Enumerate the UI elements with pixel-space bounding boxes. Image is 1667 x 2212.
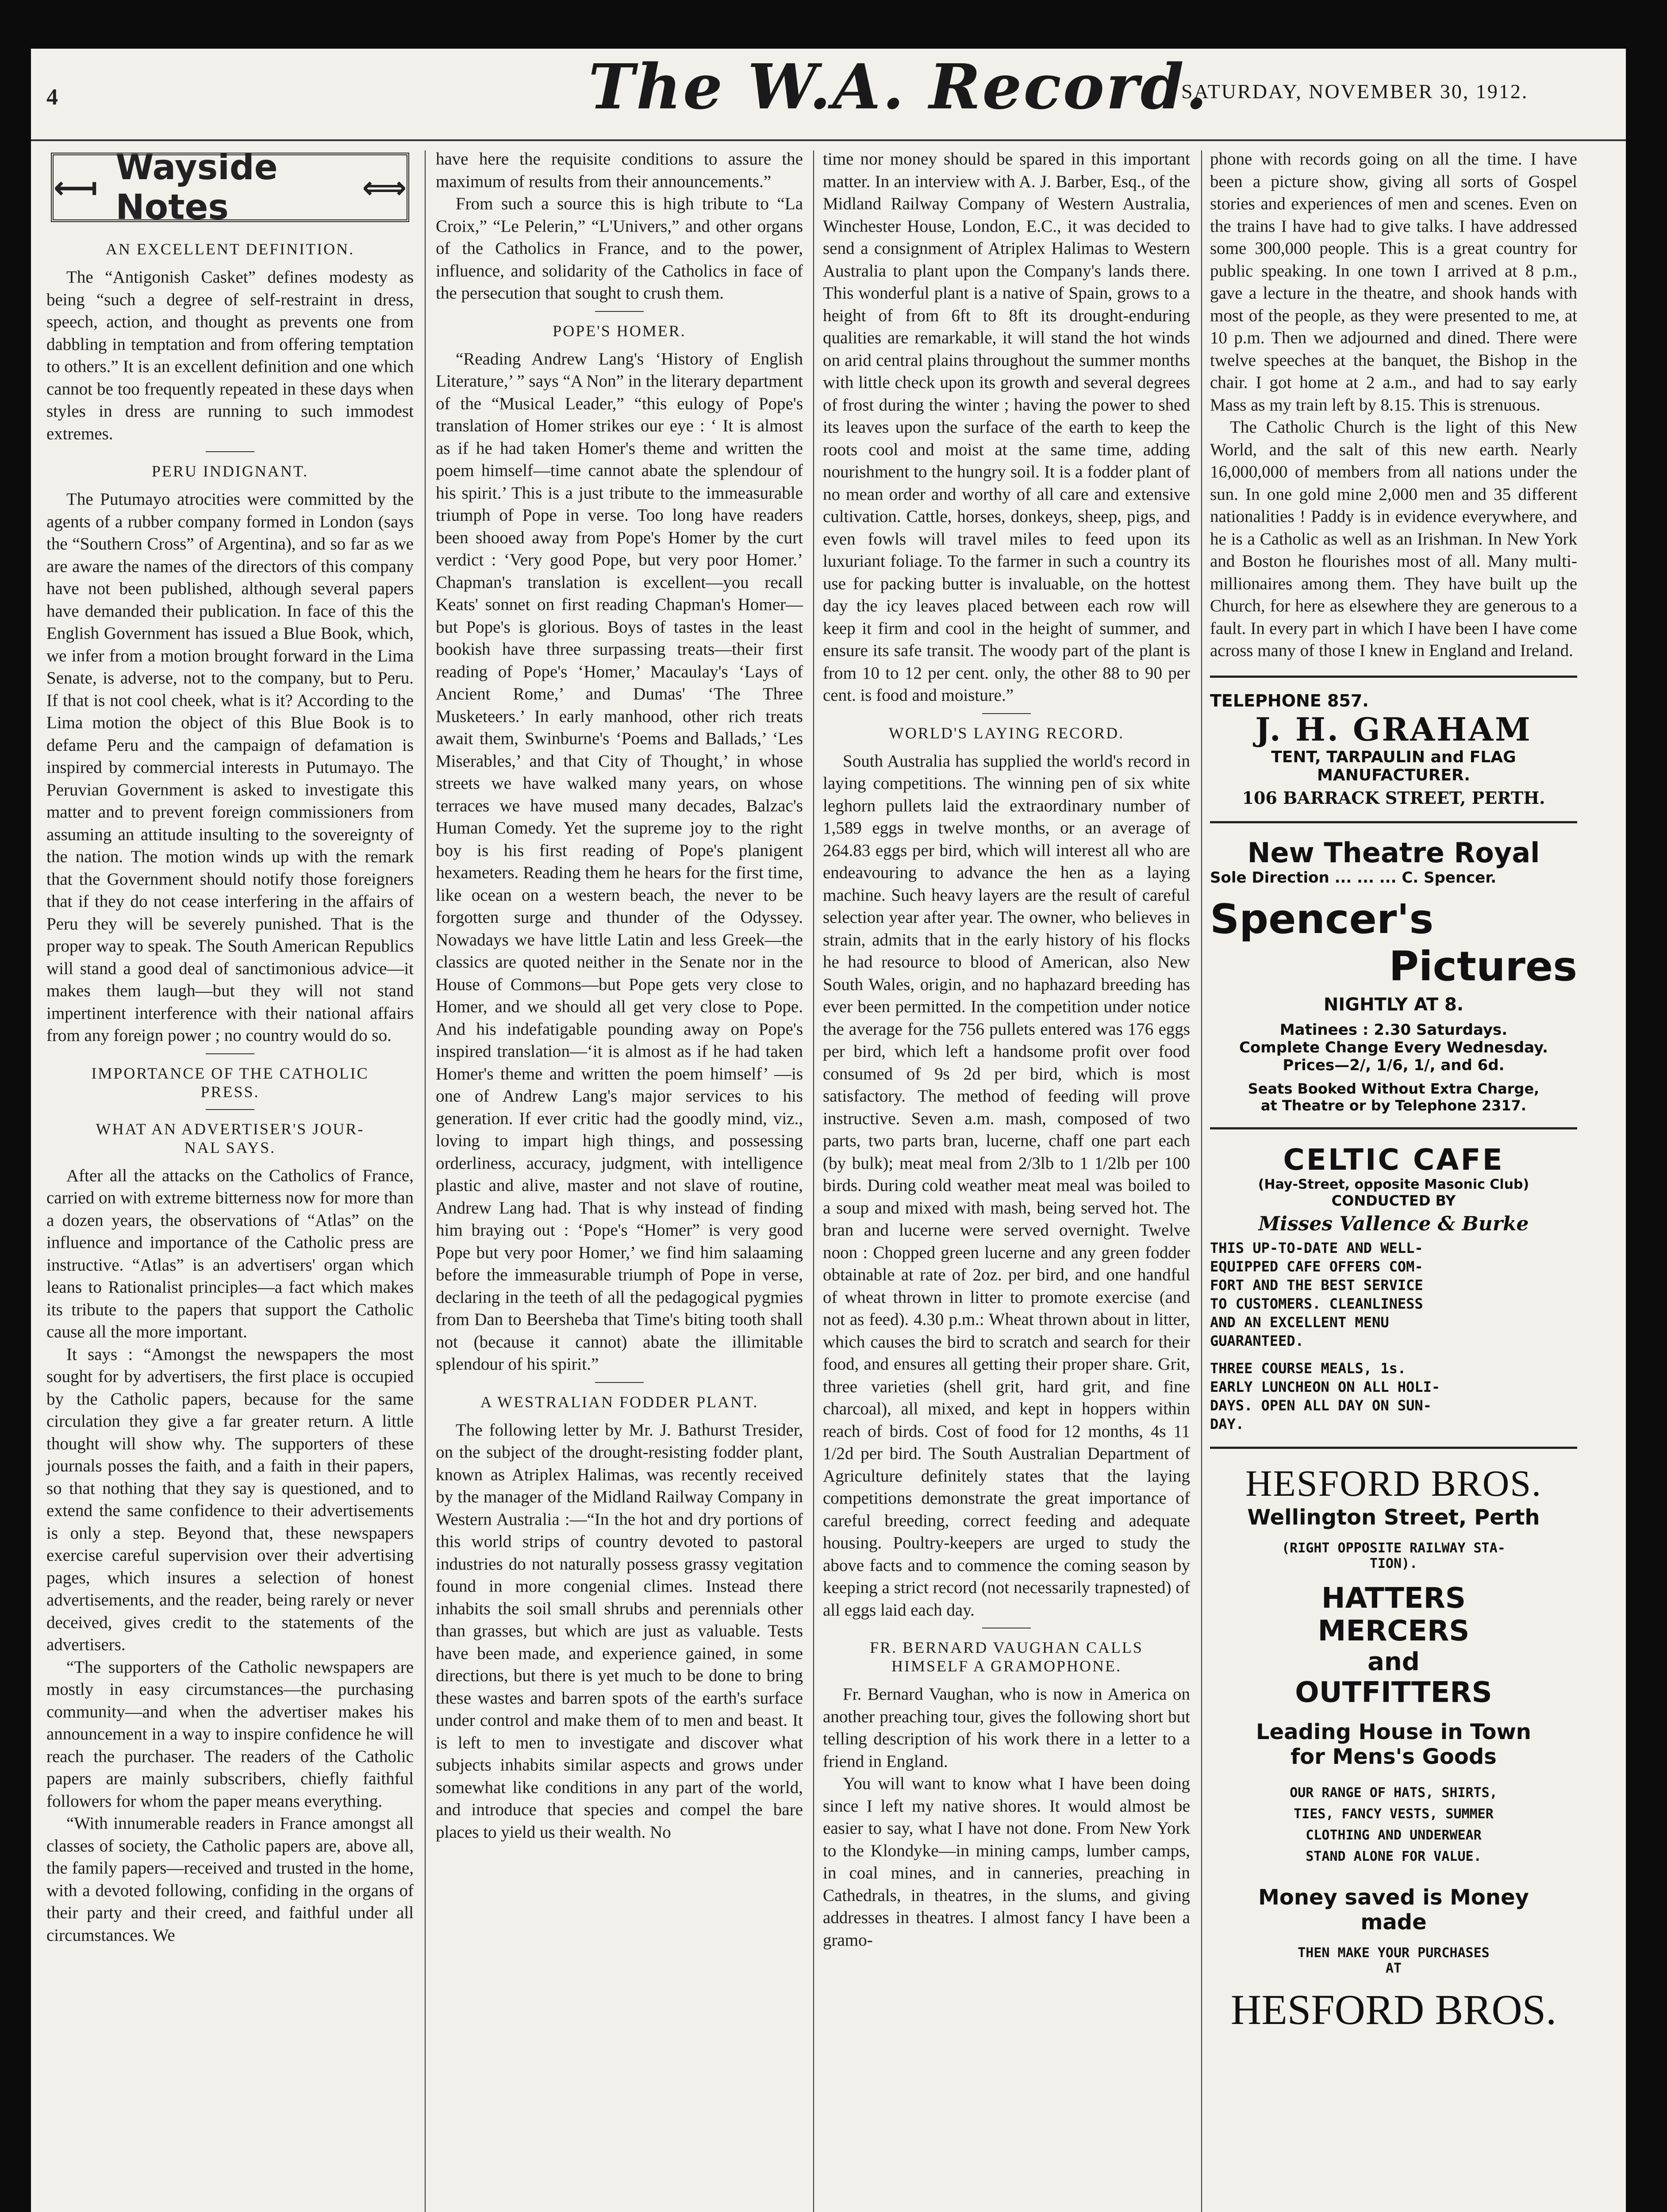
ad-text: Complete Change Every Wednesday. [1239,1038,1548,1056]
ad-text: Prices—2/, 1/6, 1/, and 6d. [1283,1056,1505,1074]
separator [206,1109,254,1110]
ad-text: NIGHTLY AT 8. [1323,994,1464,1015]
newspaper-page [31,49,1626,2212]
article-paragraph: “The supporters of the Catholic newspapers are mostly in easy circumstances—the purchasing community—and when the advertiser makes his announcement in a way to inspire confidence he will reach the purchaser. The readers of the Catholic papers are mainly subscribers, chiefly faithful followers for whom the paper means everything. [46,1657,414,1811]
article-paragraph: time nor money should be spared in this important matter. In an interview with A. J. Barber, Esq., of the Midland Railway Company of Western Australia, Winchester House, London, E.C., it was decided to send a consignment of Atriplex Halimas to Western Australia to plant upon the Company's lands there. This wonderful plant is a native of Spain, grows to a height of from 6ft to 8ft its drought-enduring qualities are remarkable, it will stand the hot winds on arid central plains throughout the summer months with little check upon its growth and several degrees of frost during the winter ; having the power to shed its leaves upon the surface of the earth to keep the roots cool and moist at the same time, adding nourishment to the hungry soil. It is a fodder plant of no mean order and worthy of all care and extensive cultivation. Cattle, horses, donkeys, sheep, pigs, and even fowls will travel miles to feed upon its luxuriant foliage. To the farmer in such a country its use for packing butter is invaluable, on the hottest day the icy leaves placed between each row will keep it firm and cool in the height of summer, and ensure its safe transit. The woody part of the plant is from 10 to 12 per cent. only, the other 88 to 90 per cent. is food and moisture.” [823,150,1190,705]
newspaper-title: The W.A. Record. [588,51,1209,123]
ad-divider [1210,676,1577,678]
graham-advertisement [1210,691,1577,808]
heading-line: NAL SAYS. [184,1138,276,1156]
separator [595,1382,644,1383]
article-paragraph: “With innumerable readers in France amongst all classes of society, the Catholic papers are, above all, the family papers—received and trusted in the home, with a devoted following, confiding in the organs of their party and their creed, and faithful under all circumstances. We [46,1814,414,1945]
separator [595,311,644,312]
ad-text: Matinees : 2.30 Saturdays. [1279,1021,1508,1039]
column-rule [425,150,426,2212]
ad-telephone: TELEPHONE 857. [1210,691,1369,710]
hesford-advertisement [1210,1462,1577,2034]
ad-text: Sole Direction ... ... ... C. Spencer. [1210,868,1497,887]
ad-text: THREE COURSE MEALS, 1s. EARLY LUNCHEON ON ALL HOLI- DAYS. OPEN ALL DAY ON SUN- DAY. [1210,1359,1440,1432]
theatre-advertisement [1210,837,1577,1114]
ad-headline: MERCERS [1317,1614,1470,1647]
masthead [31,49,1626,137]
ad-text: TENT, TARPAULIN and FLAG [1271,748,1516,766]
article-paragraph: The Catholic Church is the light of this New World, and the salt of this new earth. Nearly 16,000,000 of members from all nations under the sun. In one gold mine 2,000 men and 35 different nationalities ! Paddy is in evidence everywhere, and he is a Catholic as well as an Irishman. In New York and Boston he flourishes most of all. Many multi-millionaires among them. They have built up the Church, for here as elsewhere they are generous to a fault. In every part in which I have been I have come across many of those I knew in England and Ireland. [1210,418,1577,660]
column-1 [46,148,414,1947]
article-heading: WORLD'S LAYING RECORD. [888,724,1125,742]
article-paragraph: After all the attacks on the Catholics of France, carried on with extreme bitterness now for more than a dozen years, the observations of “Atlas” on the influence and importance of the Catholic press are instructive. “Atlas” is an advertisers' organ which leans to Rationalist principles—a fact which makes its tribute to the papers that support the Catholic cause all the more important. [46,1166,414,1341]
ad-text: (RIGHT OPPOSITE RAILWAY STA- TION). [1282,1540,1506,1571]
article-heading [46,1064,414,1101]
ad-headline: HATTERS [1321,1582,1466,1615]
masthead-rule [31,139,1626,141]
article-paragraph: Fr. Bernard Vaughan, who is now in America on another preaching tour, gives the following short but telling description of his work there in a letter to a friend in England. [823,1685,1190,1771]
ad-divider [1210,821,1577,823]
ad-address: 106 BARRACK STREET, PERTH. [1242,787,1545,808]
heading-line: IMPORTANCE OF THE CATHOLIC [91,1064,369,1082]
ad-text: (Hay-Street, opposite Masonic Club) [1258,1176,1529,1192]
separator [206,1053,254,1054]
ad-headline: OUTFITTERS [1295,1676,1492,1709]
column-3 [823,148,1190,1951]
ad-text: at Theatre or by Telephone 2317. [1260,1097,1527,1114]
section-title: Wayside Notes [115,147,278,227]
article-paragraph: From such a source this is high tribute to “La Croix,” “Le Pelerin,” “L'Univers,” and other organs of the Catholics in France, and to the power, influence, and solidarity of the Catholics in face of the persecution that sought to crush them. [436,194,803,303]
article-paragraph: phone with records going on all the time. I have been a picture show, giving all sorts of Gospel stories and experiences of men and scenes. Even on the trains I have had to give talks. I have addressed some 300,000 people. This is a great country for public speaking. In one town I arrived at 8 p.m., gave a lecture in the theatre, and shook hands with most of the people, as they were presented to me, at 10 p.m. Then we adjourned and dined. There were twelve speeches at the banquet, the Bishop in the chair. I got home at 2 a.m., and had to say early Mass as my train left by 8.15. This is strenuous. [1210,150,1577,415]
right-ornament-arrow-icon: ⟺ [362,169,407,206]
ad-cafe-name: CELTIC CAFE [1283,1142,1504,1177]
separator [206,451,254,452]
ad-divider [1210,1127,1577,1129]
article-subheading [46,1120,414,1157]
article-heading: POPE'S HOMER. [553,322,686,340]
wayside-notes-banner [51,147,409,227]
ad-street: Wellington Street, Perth [1247,1505,1540,1530]
issue-date: SATURDAY, NOVEMBER 30, 1912. [1181,80,1529,103]
ad-text: THIS UP-TO-DATE AND WELL- EQUIPPED CAFE OFFERS COM- FORT AND THE BEST SERVICE TO CUSTOMERS. CLEANLINESS AND AN EXCELLENT MENU GUARANTEED. [1210,1239,1423,1349]
article-heading: A WESTRALIAN FODDER PLANT. [480,1393,759,1411]
article-paragraph: It says : “Amongst the newspapers the most sought for by advertisers, the first place is occupied by the Catholic papers, because for the same circulation they give a far greater return. A little thought will show why. The supporters of these journals posses the faith, and a faith in their papers, so that nothing that they say is questioned, and to extend the same confidence to their advertisements is only a step. Beyond that, these newspapers exercise careful supervision over their advertising pages, which insures a selection of honest advertisements, and the reader, being rarely or never deceived, gives credit to the statements of the advertisers. [46,1344,414,1654]
ad-text: Seats Booked Without Extra Charge, [1248,1080,1540,1097]
article-heading [823,1638,1190,1675]
ad-headline: Pictures [1389,942,1577,990]
ad-owners: Misses Vallence & Burke [1258,1212,1529,1235]
heading-line: FR. BERNARD VAUGHAN CALLS [870,1639,1143,1656]
article-paragraph: “Reading Andrew Lang's ‘History of English Literature,’ ” says “A Non” in the literary department of the “Musical Leader,” “this eulogy of Pope's translation of Homer strikes our eye : ‘ It is almost as if he had taken Homer's theme and written the poem himself—time cannot abate the splendour of his spirit.’ This is a just tribute to the immeasurable triumph of Pope in verse. Too long have readers been shooed away from Pope's Homer by the curt verdict : ‘Very good Pope, but very poor Homer.’ Chapman's translation is excellent—you recall Keats' sonnet on first reading Chapman's Homer—but Pope's is glorious. Boys of tastes in the least bookish have three surpassing treats—their first reading of Pope's ‘Homer,’ Macaulay's ‘Lays of Ancient Rome,’ and Dumas' ‘The Three Musketeers.’ In early manhood, other rich treats await them, Swinburne's ‘Poems and Ballads,’ ‘Les Miserables,’ and that City of Thought,’ in whose streets we have walked many years, on whose terraces we have mused many decades, Balzac's Human Comedy. Yet the supreme joy to the right boy is his first reading of Pope's planigent hexameters. Reading them he hears for the first time, like ocean on a western beach, the never to be forgotten surge and thunder of the Odyssey. Nowadays we have little Latin and less Greek—the classics are quoted neither in the Senate nor in the House of Commons—but Pope gets very close to Homer, and we should all get very close to Pope. And his indefatigable pounding away on Pope's inspired translation—‘it is almost as if he had taken Homer's theme and written the poem himself’ —is one of Andrew Lang's major services to his generation. If ever critic had the goodly mind, viz., loving to impart high things, and possessing orderliness, accuracy, judgment, with intelligence plastic and alive, master and not slave of routine, Andrew Lang had. That is why instead of finding him braying out : ‘Pope's “Homer” is very good Pope but very poor Homer,’ we find him salaaming before the immeasurable triumph of Pope in verse, declaring in the teeth of all the pedagogical pygmies from Dan to Beersheba that Time's biting tooth shall not (because it cannot) abate the illimitable splendour of his spirit.” [436,349,803,1374]
column-4 [1210,148,1577,2034]
ad-text: AT [1385,1960,1402,1976]
ad-text: MANUFACTURER. [1317,766,1470,784]
ad-headline: Spencer's [1210,895,1434,943]
heading-line: PRESS. [200,1083,260,1101]
ad-company-name: HESFORD BROS. [1230,1985,1557,2033]
ad-text: CONDUCTED BY [1331,1192,1456,1209]
heading-line: HIMSELF A GRAMOPHONE. [891,1657,1122,1675]
ad-divider [1210,1447,1577,1449]
ad-text: Leading House in Town [1256,1719,1531,1744]
article-heading: PERU INDIGNANT. [151,462,309,480]
cafe-advertisement [1210,1143,1577,1433]
ad-company-name: HESFORD BROS. [1245,1463,1542,1504]
article-paragraph: South Australia has supplied the world's record in laying competitions. The winning pen of six white leghorn pullets laid the extraordinary number of 1,589 eggs in twelve months, or an average of 264.83 eggs per bird, which will interest all who are endeavouring to advance the hen as a laying machine. Such heavy layers are the result of careful selection year after year. The owner, who believes in strain, admits that in the early history of his flocks he had resource to blood of American, also New South Wales, origin, and no haphazard breeding has ever been permitted. In the competition under notice the average for the 756 pullets entered was 176 eggs per bird, which left a handsome profit over food consumed of 9s 2d per bird, which is most satisfactory. The method of feeding will prove instructive. Seven a.m. mash, composed of two parts, two parts bran, lucerne, chaff one part each (by bulk); meat meal from 2/3lb to 1 1/2lb per 100 birds. During cold weather meat meal was boiled to a soup and mixed with mash, being served hot. The bran and lucerne were served overnight. Twelve noon : Chopped green lucerne and any green fodder obtainable at rate of 2oz. per bird, and one handful of wheat thrown in litter to promote exercise (and not as feed). 4.30 p.m.: Wheat thrown about in litter, which causes the bird to scratch and search for their food, and ensures all getting their proper share. Grit, three varieties (shell grit, hard grit, and fine charcoal), all mixed, and kept in hoppers within reach of birds. Cost of food for 12 months, 4s 11 1/2d per bird. The South Australian Department of Agriculture definitely states that the laying competitions demonstrate the great importance of careful breeding, correct feeding and adequate housing. Poultry-keepers are urged to study the above facts and to commence the coming season by keeping a strict record (not necessarily trapnested) of all eggs laid each day. [823,751,1190,1620]
article-heading: AN EXCELLENT DEFINITION. [105,240,355,258]
ad-headline: and [1367,1647,1420,1676]
ad-text: Money saved is Money [1258,1885,1529,1910]
left-ornament-arrow-icon: ⟻ [54,169,98,206]
ad-text: for Mens's Goods [1291,1744,1497,1769]
article-paragraph: The Putumayo atrocities were committed by the agents of a rubber company formed in London (says the “Southern Cross” of Argentina), and so far as we are aware the names of the directors of this company have not been published, although several papers have demanded their publication. In face of this the English Government has issued a Blue Book, which, we infer from a motion brought forward in the Lima Senate, is adverse, not to the company, but to Peru. If that is not cool cheek, what is it? According to the Lima motion the object of this Blue Book is to defame Peru and the campaign of defamation is inspired by commercial interests in Putumayo. The Peruvian Government is asked to investigate this matter and to prevent foreign commissioners from assuming an attitude insulting to the sovereignty of the nation. The motion winds up with the remark that the Government should notify those foreigners that if they do not cease interfering in the affairs of Peru they will be severely punished. That is the proper way to speak. The South American Republics will stand a good deal of sanctimonious advice—it makes them laugh—but they will not stand impertinent interference with their national affairs from any foreign power ; no country would do so. [46,490,414,1045]
column-2 [436,148,803,1843]
column-rule [1201,150,1202,2212]
ad-theatre-name: New Theatre Royal [1247,836,1540,869]
article-paragraph: have here the requisite conditions to assure the maximum of results from their announcements.” [436,150,803,191]
page-number: 4 [46,84,58,110]
heading-line: WHAT AN ADVERTISER'S JOUR- [96,1120,365,1138]
ad-text: OUR RANGE OF HATS, SHIRTS, TIES, FANCY VESTS, SUMMER CLOTHING AND UNDERWEAR STAND ALONE FOR VALUE. [1290,1785,1498,1864]
article-paragraph: The “Antigonish Casket” defines modesty as being “such a degree of self-restraint in dress, speech, action, and thought as prevents one from dabbling in temptation and from offering temptation to others.” It is an excellent definition and one which cannot be too frequently repeated in these days when styles in dress are running to such immodest extremes. [46,268,414,443]
separator [982,713,1031,714]
ad-text: made [1360,1909,1427,1935]
article-paragraph: The following letter by Mr. J. Bathurst Tresider, on the subject of the drought-resisting fodder plant, known as Atriplex Halimas, was recently received by the manager of the Midland Railway Company in Western Australia :—“In the hot and dry portions of this world strips of country devoted to pastoral industries do not naturally possess grassy vegitation found in more congenial climes. Instead there inhabits the soil small shrubs and perennials other than grasses, but which are just as valuable. Tests have been made, and experience gained, in some directions, but there is yet much to be done to bring these wastes and barren spots of the earth's surface under control and make them of to men and beast. It is left to men to investigate and discover what subjects inhabits similar aspects and grows under somewhat like conditions in any part of the world, and introduce that species and compel the bare places to yield us their wealth. No [436,1420,803,1842]
ad-company-name: J. H. GRAHAM [1255,710,1532,748]
ad-text: THEN MAKE YOUR PURCHASES [1298,1945,1490,1961]
article-paragraph: You will want to know what I have been doing since I left my native shores. It would almost be easier to say, what I have not done. From New York to the Klondyke—in mining camps, lumber camps, in coal mines, and in canneries, preaching in Cathedrals, in theatres, in the slums, and giving addresses in theatres. I almost fancy I have been a gramo- [823,1774,1190,1950]
column-rule [813,150,814,2212]
